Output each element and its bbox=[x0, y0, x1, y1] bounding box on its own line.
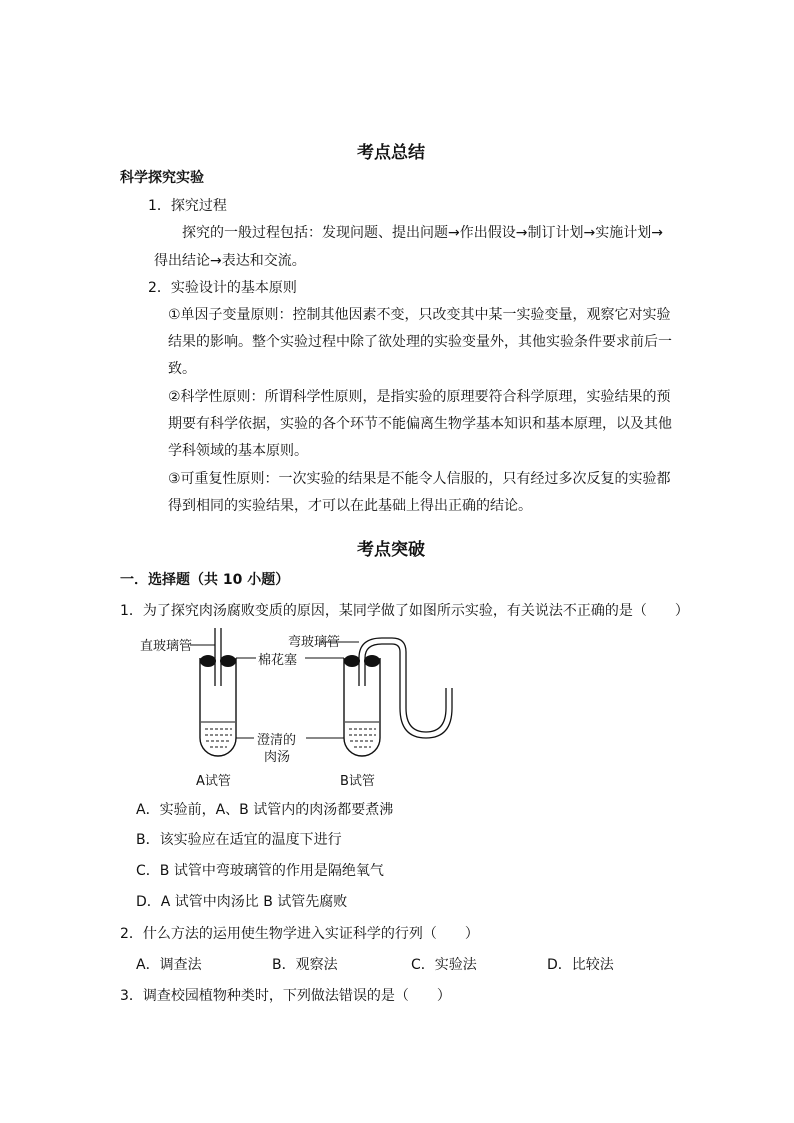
principle-single-factor-line: ①单因子变量原则：控制其他因素不变，只改变其中某一实验变量，观察它对实验 bbox=[168, 307, 671, 323]
label-bent-tube: 弯玻璃管 bbox=[288, 635, 341, 650]
question-2-option-b: B．观察法 bbox=[272, 957, 338, 973]
item1-line: 探究的一般过程包括：发现问题、提出问题→作出假设→制订计划→实施计划→ bbox=[182, 225, 663, 241]
principle-scientific-line: 学科领域的基本原则。 bbox=[168, 443, 308, 459]
section-heading-science-inquiry: 科学探究实验 bbox=[120, 170, 204, 186]
breakthrough-title: 考点突破 bbox=[357, 540, 425, 560]
question-1-stem: 1．为了探究肉汤腐败变质的原因，某同学做了如图所示实验，有关说法不正确的是（ ） bbox=[120, 603, 689, 619]
question-2-option-a: A．调查法 bbox=[136, 957, 202, 973]
test-tube-figure bbox=[130, 628, 460, 792]
question-1-option-b: B．该实验应在适宜的温度下进行 bbox=[136, 832, 342, 848]
principle-scientific-line: 期要有科学依据，实验的各个环节不能偏离生物学基本知识和基本原理，以及其他 bbox=[168, 416, 672, 432]
item1-line: 得出结论→表达和交流。 bbox=[154, 253, 306, 269]
question-1-option-a: A．实验前，A、B 试管内的肉汤都要煮沸 bbox=[136, 802, 394, 818]
label-straight-tube: 直玻璃管 bbox=[140, 639, 193, 654]
principle-single-factor-line: 致。 bbox=[168, 361, 196, 377]
tube-a bbox=[200, 628, 236, 756]
label-tube-a: A试管 bbox=[196, 774, 231, 789]
tube-b bbox=[344, 638, 452, 756]
question-1-option-c: C．B 试管中弯玻璃管的作用是隔绝氧气 bbox=[136, 863, 384, 879]
item2-title: 2．实验设计的基本原则 bbox=[148, 280, 297, 296]
principle-single-factor-line: 结果的影响。整个实验过程中除了欲处理的实验变量外，其他实验条件要求前后一 bbox=[168, 334, 672, 350]
question-1-option-d: D．A 试管中肉汤比 B 试管先腐败 bbox=[136, 894, 348, 910]
item1-title: 1．探究过程 bbox=[148, 198, 227, 214]
section-heading-choice: 一．选择题（共 10 小题） bbox=[120, 572, 290, 588]
label-broth-line2: 肉汤 bbox=[264, 750, 291, 765]
question-2-stem: 2．什么方法的运用使生物学进入实证科学的行列（ ） bbox=[120, 926, 479, 942]
principle-repeatability-line: 得到相同的实验结果，才可以在此基础上得出正确的结论。 bbox=[168, 498, 532, 514]
label-broth-line1: 澄清的 bbox=[257, 733, 297, 748]
principle-repeatability-line: ③可重复性原则：一次实验的结果是不能令人信服的，只有经过多次反复的实验都 bbox=[168, 471, 671, 487]
label-cotton-plug: 棉花塞 bbox=[258, 653, 298, 668]
summary-title: 考点总结 bbox=[357, 143, 425, 163]
question-2-option-c: C．实验法 bbox=[411, 957, 477, 973]
question-3-stem: 3．调查校园植物种类时，下列做法错误的是（ ） bbox=[120, 988, 451, 1004]
label-tube-b: B试管 bbox=[340, 774, 375, 789]
principle-scientific-line: ②科学性原则：所谓科学性原则，是指实验的原理要符合科学原理，实验结果的预 bbox=[168, 389, 671, 405]
question-2-option-d: D．比较法 bbox=[547, 957, 614, 973]
